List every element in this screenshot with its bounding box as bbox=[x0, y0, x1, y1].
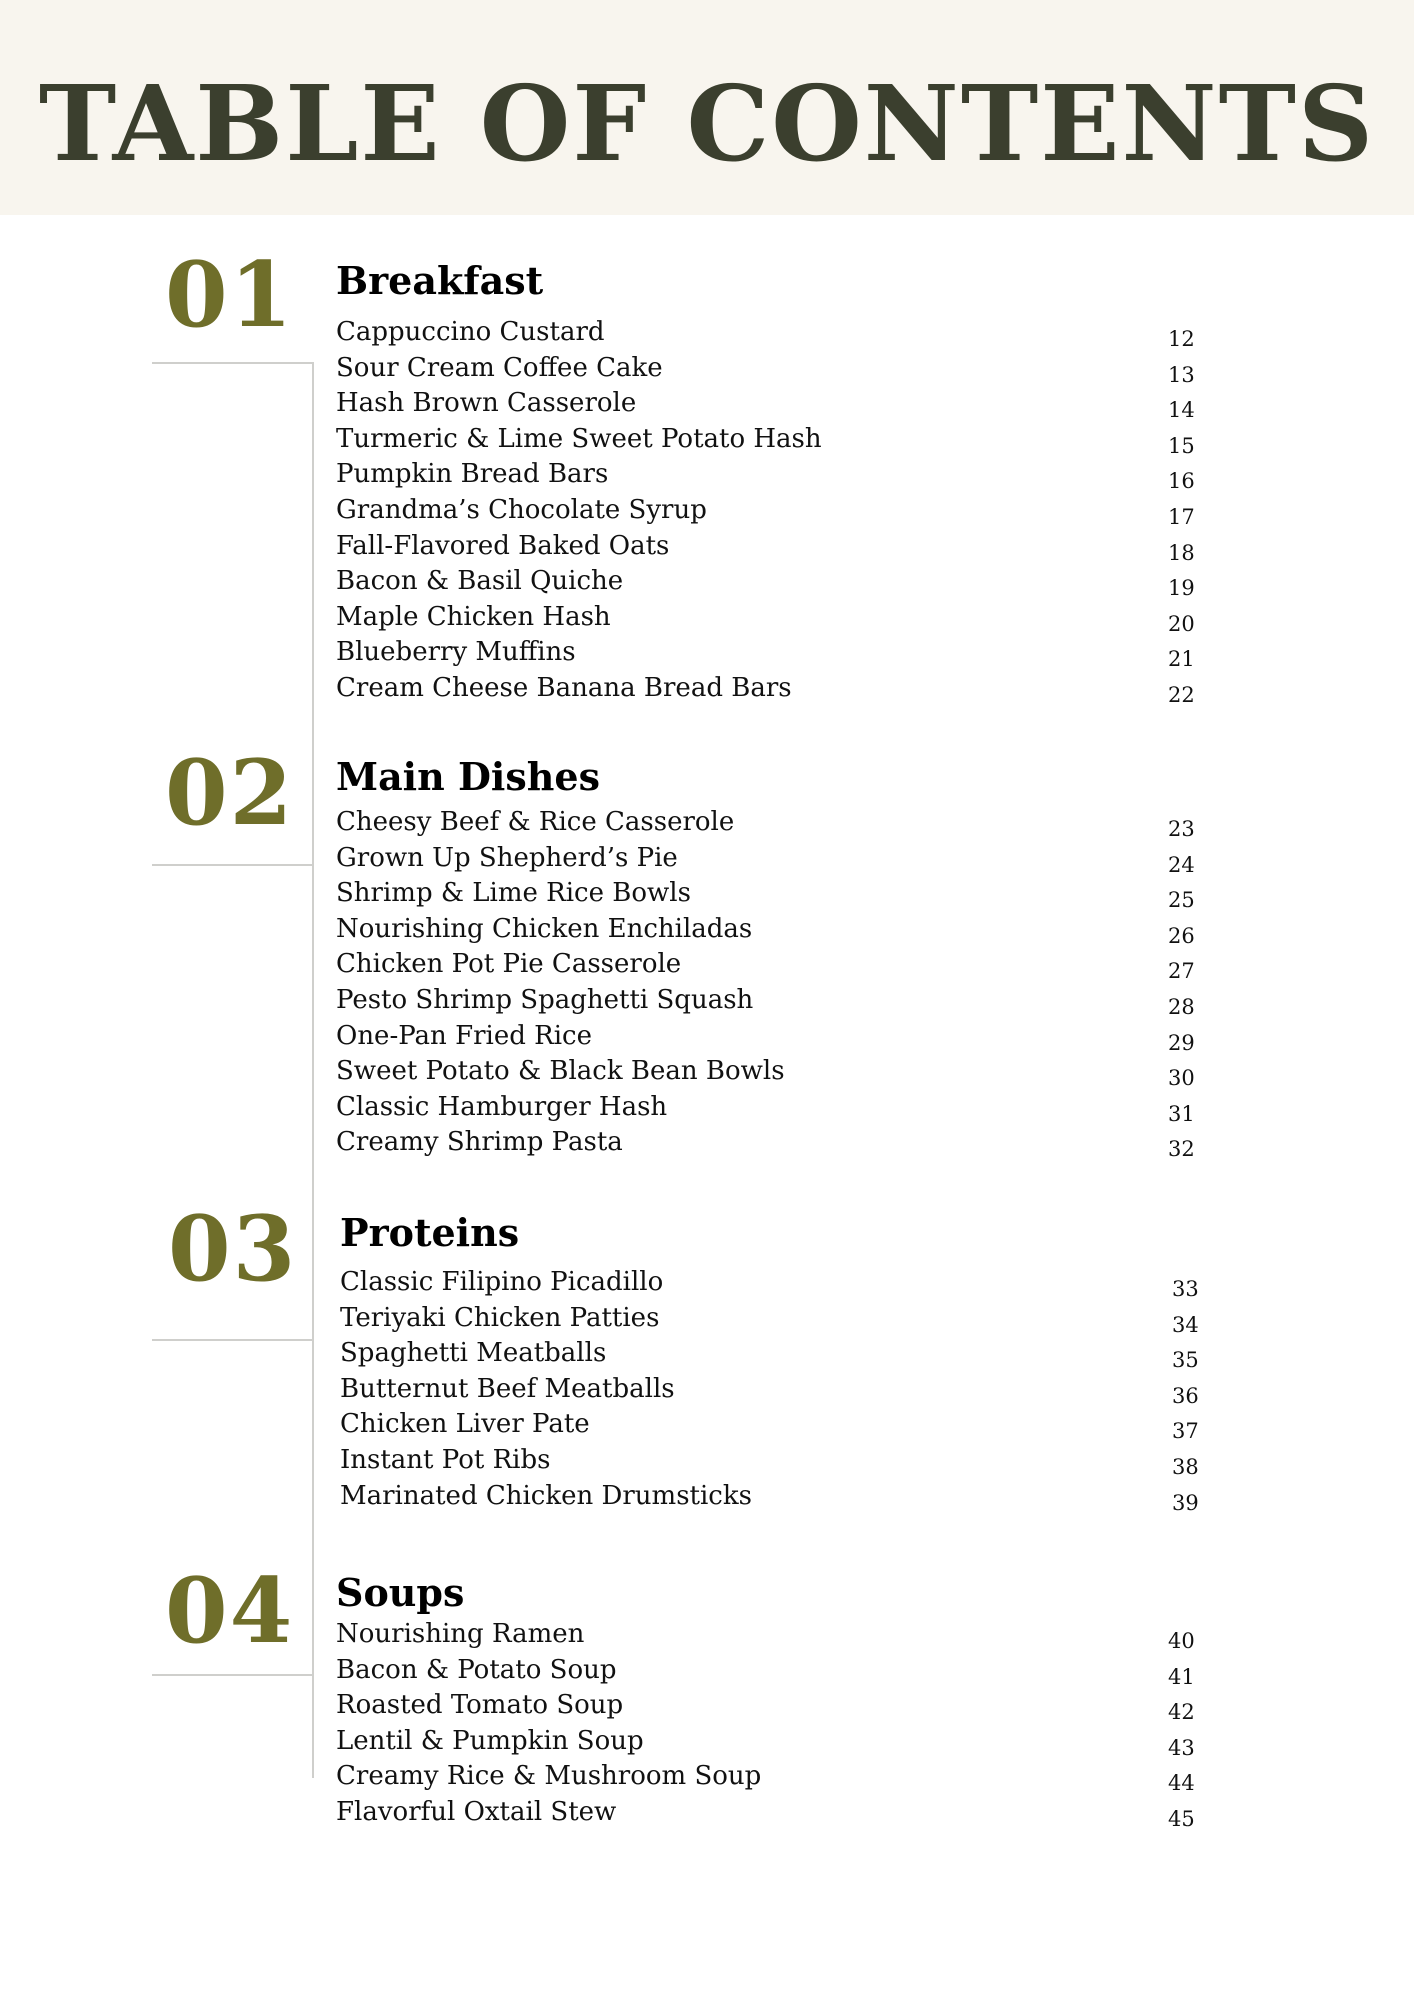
entry-page-number: 34 bbox=[1172, 1312, 1199, 1337]
entry-title: Pumpkin Bread Bars bbox=[336, 459, 609, 490]
entry-list bbox=[336, 806, 1196, 1162]
entry-title: Cappuccino Custard bbox=[336, 317, 605, 347]
section-number: 01 bbox=[165, 242, 295, 348]
entry-title: Bacon & Basil Quiche bbox=[336, 566, 624, 597]
entry-title: Marinated Chicken Drumsticks bbox=[340, 1480, 752, 1511]
toc-entry[interactable] bbox=[340, 1408, 1200, 1444]
toc-entry[interactable] bbox=[340, 1337, 1200, 1373]
toc-entry[interactable] bbox=[336, 494, 1196, 530]
entry-page-number: 37 bbox=[1172, 1419, 1199, 1444]
entry-page-number: 17 bbox=[1168, 504, 1195, 529]
entry-title: Nourishing Chicken Enchiladas bbox=[336, 913, 753, 944]
toc-entry[interactable] bbox=[336, 913, 1196, 949]
entry-title: Chicken Pot Pie Casserole bbox=[336, 949, 682, 980]
entry-page-number: 28 bbox=[1168, 994, 1195, 1019]
entry-page-number: 40 bbox=[1168, 1629, 1195, 1653]
entry-title: Creamy Shrimp Pasta bbox=[336, 1127, 623, 1158]
section-title: Breakfast bbox=[336, 258, 544, 303]
entry-title: Creamy Rice & Mushroom Soup bbox=[336, 1761, 762, 1792]
section-title: Proteins bbox=[340, 1210, 520, 1255]
entry-page-number: 32 bbox=[1168, 1137, 1195, 1162]
section-rule bbox=[152, 362, 312, 364]
entry-title: Classic Hamburger Hash bbox=[336, 1091, 668, 1122]
toc-entry[interactable] bbox=[336, 601, 1196, 637]
entry-title: Maple Chicken Hash bbox=[336, 601, 611, 632]
entry-list bbox=[336, 1618, 1196, 1832]
entry-page-number: 25 bbox=[1168, 888, 1195, 913]
entry-title: Hash Brown Casserole bbox=[336, 388, 637, 419]
toc-entry[interactable] bbox=[336, 387, 1196, 423]
toc-entry[interactable] bbox=[336, 877, 1196, 913]
toc-entry[interactable] bbox=[340, 1266, 1200, 1302]
entry-title: Instant Pot Ribs bbox=[340, 1444, 551, 1475]
toc-entry[interactable] bbox=[336, 948, 1196, 984]
toc-entry[interactable] bbox=[340, 1302, 1200, 1338]
timeline-divider bbox=[312, 362, 314, 1778]
toc-entry[interactable] bbox=[336, 1796, 1196, 1832]
toc-entry[interactable] bbox=[336, 1126, 1196, 1162]
entry-page-number: 13 bbox=[1168, 362, 1195, 387]
toc-entry[interactable] bbox=[336, 1654, 1196, 1690]
entry-title: Roasted Tomato Soup bbox=[336, 1690, 624, 1721]
entry-page-number: 41 bbox=[1168, 1664, 1195, 1689]
entry-title: Blueberry Muffins bbox=[336, 637, 576, 668]
toc-entry[interactable] bbox=[336, 806, 1196, 842]
entry-page-number: 23 bbox=[1168, 817, 1195, 841]
entry-title: Classic Filipino Picadillo bbox=[340, 1267, 664, 1297]
entry-page-number: 27 bbox=[1168, 959, 1195, 984]
toc-entry[interactable] bbox=[336, 1689, 1196, 1725]
entry-page-number: 35 bbox=[1172, 1348, 1199, 1373]
entry-page-number: 18 bbox=[1168, 540, 1195, 565]
entry-list bbox=[336, 316, 1196, 708]
section-number: 04 bbox=[165, 1558, 295, 1664]
entry-title: Turmeric & Lime Sweet Potato Hash bbox=[336, 423, 822, 454]
entry-title: Chicken Liver Pate bbox=[340, 1409, 590, 1440]
entry-page-number: 38 bbox=[1172, 1454, 1199, 1479]
toc-entry[interactable] bbox=[336, 352, 1196, 388]
entry-page-number: 33 bbox=[1172, 1277, 1199, 1301]
toc-entry[interactable] bbox=[336, 316, 1196, 352]
entry-page-number: 14 bbox=[1168, 398, 1195, 423]
entry-title: One-Pan Fried Rice bbox=[336, 1020, 592, 1051]
entry-page-number: 31 bbox=[1168, 1101, 1195, 1126]
section-rule bbox=[152, 864, 312, 866]
entry-page-number: 39 bbox=[1172, 1490, 1199, 1515]
section-number: 03 bbox=[168, 1196, 298, 1302]
entry-title: Cream Cheese Banana Bread Bars bbox=[336, 672, 792, 703]
section-rule bbox=[152, 1674, 312, 1676]
entry-title: Butternut Beef Meatballs bbox=[340, 1373, 675, 1404]
section-title: Soups bbox=[336, 1570, 465, 1615]
entry-title: Nourishing Ramen bbox=[336, 1619, 585, 1649]
entry-page-number: 26 bbox=[1168, 923, 1195, 948]
entry-title: Teriyaki Chicken Patties bbox=[340, 1302, 660, 1333]
entry-page-number: 29 bbox=[1168, 1030, 1195, 1055]
entry-page-number: 30 bbox=[1168, 1066, 1195, 1091]
toc-entry[interactable] bbox=[336, 1725, 1196, 1761]
toc-entry[interactable] bbox=[336, 565, 1196, 601]
entry-title: Sweet Potato & Black Bean Bowls bbox=[336, 1056, 785, 1087]
section-number: 02 bbox=[165, 740, 295, 846]
entry-page-number: 44 bbox=[1168, 1771, 1195, 1796]
entry-title: Pesto Shrimp Spaghetti Squash bbox=[336, 984, 754, 1015]
section-rule bbox=[152, 1339, 312, 1341]
entry-title: Bacon & Potato Soup bbox=[336, 1654, 617, 1685]
entry-title: Lentil & Pumpkin Soup bbox=[336, 1725, 644, 1756]
toc-entry[interactable] bbox=[336, 530, 1196, 566]
entry-page-number: 43 bbox=[1168, 1735, 1195, 1760]
entry-page-number: 42 bbox=[1168, 1700, 1195, 1725]
toc-entry[interactable] bbox=[336, 423, 1196, 459]
page-title: TABLE OF CONTENTS bbox=[38, 62, 1376, 185]
toc-entry[interactable] bbox=[340, 1373, 1200, 1409]
entry-page-number: 16 bbox=[1168, 469, 1195, 494]
section-title: Main Dishes bbox=[336, 754, 600, 799]
entry-title: Grown Up Shepherd’s Pie bbox=[336, 842, 678, 873]
entry-title: Flavorful Oxtail Stew bbox=[336, 1796, 617, 1827]
toc-entry[interactable] bbox=[340, 1480, 1200, 1516]
toc-entry[interactable] bbox=[340, 1444, 1200, 1480]
entry-title: Fall-Flavored Baked Oats bbox=[336, 530, 670, 561]
entry-page-number: 15 bbox=[1168, 433, 1195, 458]
toc-entry[interactable] bbox=[336, 1760, 1196, 1796]
entry-title: Grandma’s Chocolate Syrup bbox=[336, 494, 707, 525]
entry-title: Shrimp & Lime Rice Bowls bbox=[336, 878, 691, 909]
toc-entry[interactable] bbox=[336, 842, 1196, 878]
entry-title: Cheesy Beef & Rice Casserole bbox=[336, 807, 735, 837]
entry-page-number: 24 bbox=[1168, 852, 1195, 877]
entry-page-number: 21 bbox=[1168, 647, 1195, 672]
toc-entry[interactable] bbox=[336, 1055, 1196, 1091]
toc-entry[interactable] bbox=[336, 636, 1196, 672]
toc-entry[interactable] bbox=[336, 1618, 1196, 1654]
toc-entry[interactable] bbox=[336, 1091, 1196, 1127]
entry-page-number: 22 bbox=[1168, 682, 1195, 707]
toc-entry[interactable] bbox=[336, 672, 1196, 708]
entry-list bbox=[340, 1266, 1200, 1515]
entry-title: Spaghetti Meatballs bbox=[340, 1338, 607, 1369]
entry-page-number: 45 bbox=[1168, 1806, 1195, 1831]
entry-page-number: 19 bbox=[1168, 576, 1195, 601]
entry-page-number: 36 bbox=[1172, 1383, 1199, 1408]
entry-page-number: 12 bbox=[1168, 327, 1195, 351]
toc-entry[interactable] bbox=[336, 458, 1196, 494]
entry-title: Sour Cream Coffee Cake bbox=[336, 352, 663, 383]
entry-page-number: 20 bbox=[1168, 611, 1195, 636]
toc-entry[interactable] bbox=[336, 984, 1196, 1020]
toc-entry[interactable] bbox=[336, 1020, 1196, 1056]
